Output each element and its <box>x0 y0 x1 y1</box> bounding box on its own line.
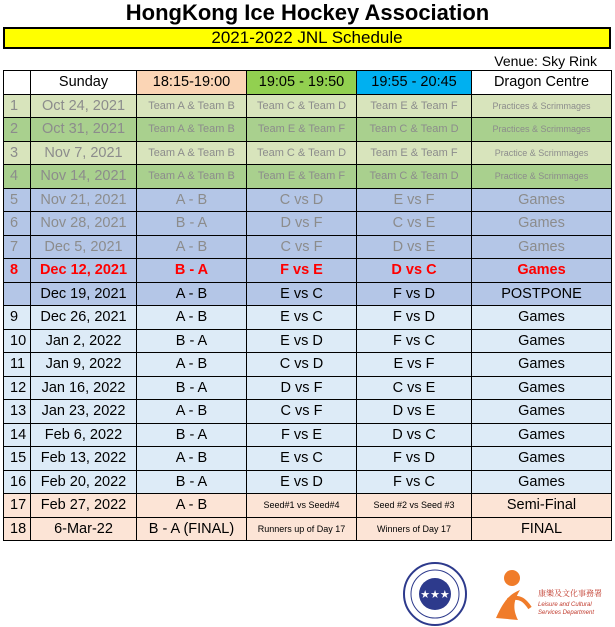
table-row <box>4 235 612 259</box>
row-slot3: D vs C <box>357 259 472 283</box>
row-slot2: Team E & Team F <box>247 118 357 142</box>
row-activity: POSTPONE <box>472 282 612 306</box>
row-number: 18 <box>4 517 31 541</box>
row-date: Jan 23, 2022 <box>31 400 137 424</box>
row-slot3: F vs D <box>357 282 472 306</box>
venue-label: Venue: Sky Rink <box>494 53 597 69</box>
row-activity: Games <box>472 376 612 400</box>
row-slot1: B - A <box>137 212 247 236</box>
row-date: Nov 14, 2021 <box>31 165 137 189</box>
header-row <box>4 71 612 95</box>
row-activity: Games <box>472 188 612 212</box>
table-row <box>4 94 612 118</box>
header-day: Sunday <box>31 71 137 95</box>
row-number: 12 <box>4 376 31 400</box>
row-date: Jan 2, 2022 <box>31 329 137 353</box>
row-date: 6-Mar-22 <box>31 517 137 541</box>
row-number: 16 <box>4 470 31 494</box>
svg-text:★★★: ★★★ <box>420 588 450 601</box>
table-row <box>4 376 612 400</box>
row-activity: Games <box>472 259 612 283</box>
row-number: 17 <box>4 494 31 518</box>
row-slot2: E vs C <box>247 306 357 330</box>
row-slot1: A - B <box>137 235 247 259</box>
row-number: 15 <box>4 447 31 471</box>
row-slot1: A - B <box>137 400 247 424</box>
row-slot1: B - A <box>137 329 247 353</box>
row-slot2: D vs F <box>247 212 357 236</box>
row-slot2: Seed#1 vs Seed#4 <box>247 494 357 518</box>
row-activity: Games <box>472 235 612 259</box>
row-date: Jan 9, 2022 <box>31 353 137 377</box>
row-activity: Games <box>472 329 612 353</box>
schedule-subtitle: 2021-2022 JNL Schedule <box>3 27 611 49</box>
logos <box>400 560 610 627</box>
table-row <box>4 188 612 212</box>
table-row <box>4 447 612 471</box>
row-date: Dec 5, 2021 <box>31 235 137 259</box>
row-number: 1 <box>4 94 31 118</box>
header-slot3: 19:55 - 20:45 <box>357 71 472 95</box>
row-activity: Practice & Scrimmages <box>472 141 612 165</box>
row-slot2: Runners up of Day 17 <box>247 517 357 541</box>
row-number: 8 <box>4 259 31 283</box>
row-slot2: E vs D <box>247 329 357 353</box>
table-row <box>4 400 612 424</box>
row-slot2: C vs D <box>247 188 357 212</box>
row-slot1: A - B <box>137 447 247 471</box>
row-activity: Games <box>472 212 612 236</box>
row-slot2: D vs F <box>247 376 357 400</box>
row-slot3: E vs F <box>357 353 472 377</box>
row-slot1: B - A <box>137 470 247 494</box>
lcsd-logo-icon <box>496 570 530 620</box>
row-date: Feb 6, 2022 <box>31 423 137 447</box>
row-slot3: F vs C <box>357 329 472 353</box>
row-slot3: C vs E <box>357 212 472 236</box>
lcsd-english-line2: Services Department <box>538 610 595 616</box>
row-date: Dec 12, 2021 <box>31 259 137 283</box>
row-number: 14 <box>4 423 31 447</box>
row-slot2: C vs F <box>247 235 357 259</box>
row-date: Oct 24, 2021 <box>31 94 137 118</box>
row-date: Feb 13, 2022 <box>31 447 137 471</box>
row-slot2: F vs E <box>247 259 357 283</box>
row-slot3: Winners of Day 17 <box>357 517 472 541</box>
lcsd-english-line1: Leisure and Cultural <box>538 602 592 608</box>
row-number: 13 <box>4 400 31 424</box>
row-slot1: A - B <box>137 353 247 377</box>
row-date: Feb 27, 2022 <box>31 494 137 518</box>
row-number: 3 <box>4 141 31 165</box>
header-slot1: 18:15-19:00 <box>137 71 247 95</box>
row-slot3: D vs E <box>357 235 472 259</box>
row-date: Feb 20, 2022 <box>31 470 137 494</box>
row-slot3: F vs C <box>357 470 472 494</box>
row-number: 5 <box>4 188 31 212</box>
row-number: 9 <box>4 306 31 330</box>
row-slot2: Team C & Team D <box>247 94 357 118</box>
row-date: Dec 19, 2021 <box>31 282 137 306</box>
row-activity: Games <box>472 353 612 377</box>
row-activity: Practices & Scrimmages <box>472 118 612 142</box>
row-slot1: Team A & Team B <box>137 165 247 189</box>
row-slot1: A - B <box>137 306 247 330</box>
row-slot2: E vs D <box>247 470 357 494</box>
row-activity: Games <box>472 423 612 447</box>
row-activity: Practices & Scrimmages <box>472 94 612 118</box>
row-slot2: C vs F <box>247 400 357 424</box>
row-activity: Games <box>472 470 612 494</box>
header-slot2: 19:05 - 19:50 <box>247 71 357 95</box>
row-date: Dec 26, 2021 <box>31 306 137 330</box>
row-slot1: B - A <box>137 423 247 447</box>
table-row <box>4 329 612 353</box>
row-slot2: Team E & Team F <box>247 165 357 189</box>
row-slot3: Team E & Team F <box>357 94 472 118</box>
row-slot1: B - A <box>137 259 247 283</box>
row-slot1: Team A & Team B <box>137 118 247 142</box>
row-slot3: D vs C <box>357 423 472 447</box>
row-slot2: E vs C <box>247 447 357 471</box>
row-slot3: Team C & Team D <box>357 165 472 189</box>
row-slot2: Team C & Team D <box>247 141 357 165</box>
row-date: Nov 28, 2021 <box>31 212 137 236</box>
row-number: 11 <box>4 353 31 377</box>
row-slot3: C vs E <box>357 376 472 400</box>
table-row <box>4 212 612 236</box>
hkiha-emblem-icon <box>404 563 466 625</box>
row-slot2: E vs C <box>247 282 357 306</box>
row-date: Nov 7, 2021 <box>31 141 137 165</box>
row-number: 10 <box>4 329 31 353</box>
table-row <box>4 282 612 306</box>
row-number: 6 <box>4 212 31 236</box>
table-row <box>4 470 612 494</box>
row-slot1: A - B <box>137 282 247 306</box>
row-slot1: A - B <box>137 188 247 212</box>
row-slot3: D vs E <box>357 400 472 424</box>
row-slot3: F vs D <box>357 447 472 471</box>
row-slot3: Team E & Team F <box>357 141 472 165</box>
row-activity: FINAL <box>472 517 612 541</box>
header-activity: Dragon Centre <box>472 71 612 95</box>
table-row <box>4 517 612 541</box>
row-slot3: E vs F <box>357 188 472 212</box>
row-activity: Games <box>472 400 612 424</box>
row-number: 7 <box>4 235 31 259</box>
table-row <box>4 423 612 447</box>
header-num <box>4 71 31 95</box>
row-slot2: F vs E <box>247 423 357 447</box>
row-number: 4 <box>4 165 31 189</box>
row-activity: Games <box>472 306 612 330</box>
row-number: 2 <box>4 118 31 142</box>
table-row <box>4 259 612 283</box>
page-title: HongKong Ice Hockey Association <box>125 0 490 25</box>
row-number <box>4 282 31 306</box>
row-slot3: Seed #2 vs Seed #3 <box>357 494 472 518</box>
table-row <box>4 306 612 330</box>
row-activity: Semi-Final <box>472 494 612 518</box>
row-slot3: Team C & Team D <box>357 118 472 142</box>
row-date: Oct 31, 2021 <box>31 118 137 142</box>
table-row <box>4 141 612 165</box>
row-activity: Practice & Scrimmages <box>472 165 612 189</box>
table-row <box>4 165 612 189</box>
table-row <box>4 118 612 142</box>
row-date: Nov 21, 2021 <box>31 188 137 212</box>
row-date: Jan 16, 2022 <box>31 376 137 400</box>
table-row <box>4 494 612 518</box>
schedule-table <box>3 70 612 541</box>
table-row <box>4 353 612 377</box>
row-slot1: Team A & Team B <box>137 94 247 118</box>
row-slot2: C vs D <box>247 353 357 377</box>
row-slot1: Team A & Team B <box>137 141 247 165</box>
lcsd-chinese-name: 康樂及文化事務署 <box>538 589 602 598</box>
row-slot1: B - A <box>137 376 247 400</box>
row-slot3: F vs D <box>357 306 472 330</box>
row-slot1: A - B <box>137 494 247 518</box>
row-activity: Games <box>472 447 612 471</box>
row-slot1: B - A (FINAL) <box>137 517 247 541</box>
